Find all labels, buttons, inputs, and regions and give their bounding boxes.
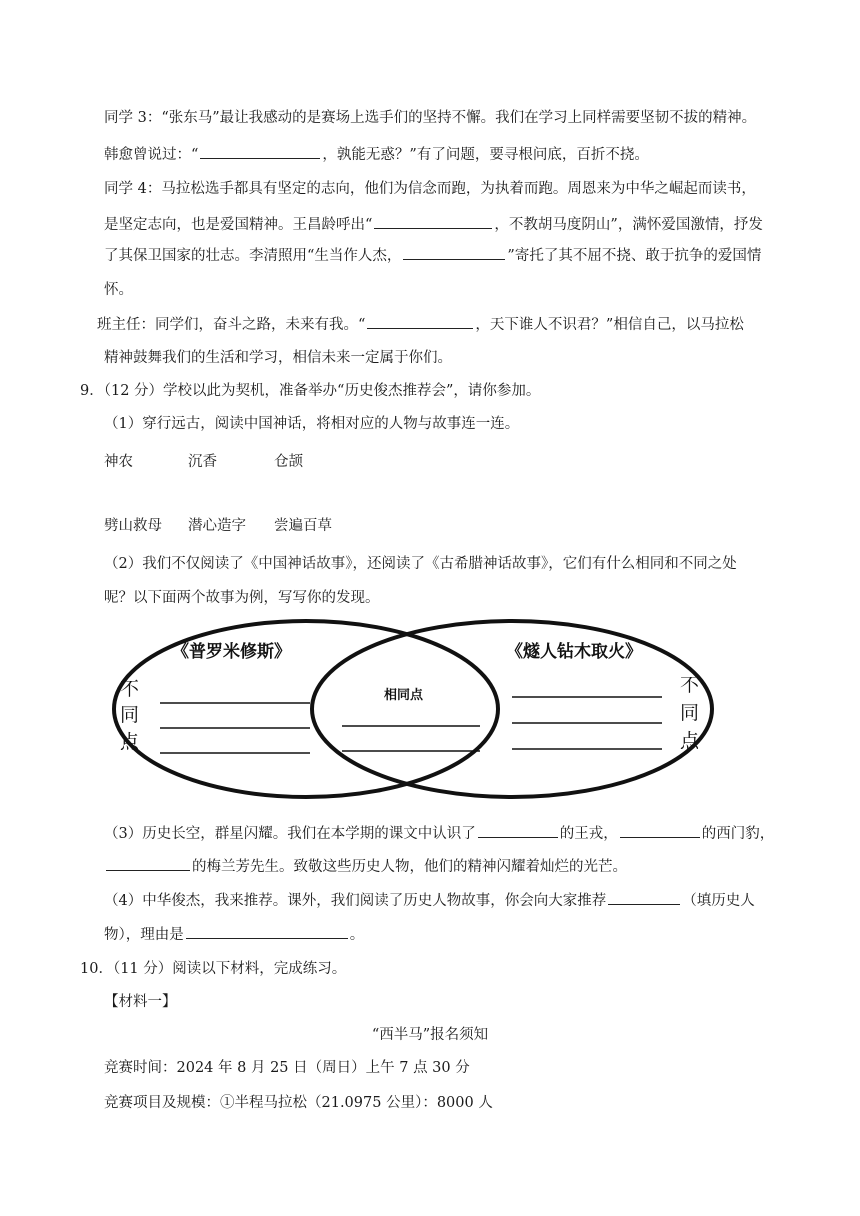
- paragraph-s4-line1: 同学 4：马拉松选手都具有坚定的志向，他们为信念而跑，为执着而跑。周恩来为中华之崛起而读书，: [104, 181, 756, 197]
- text-segment: ”寄托了其不屈不挠、敢于抗争的爱国情: [507, 248, 762, 264]
- paragraph-s3-line2: [104, 144, 649, 165]
- q9-sub2-line1: （2）我们不仅阅读了《中国神话故事》，还阅读了《古希腊神话故事》，它们有什么相同和不同之处: [104, 556, 737, 572]
- left-title: 《普罗米修斯》: [172, 642, 291, 662]
- paragraph-s4-line3: [104, 245, 761, 266]
- right-side-label-1: 不: [680, 674, 700, 696]
- text-segment: 的西门豹，: [701, 826, 775, 842]
- right-title: 《燧人钻木取火》: [506, 642, 642, 662]
- left-side-label-2: 同: [120, 704, 140, 726]
- text-segment: ，孰能无惑？”有了问题，要寻根问底，百折不挠。: [322, 147, 649, 163]
- fill-blank[interactable]: [106, 856, 190, 871]
- paragraph-s3-line1: 同学 3：“张东马”最让我感动的是赛场上选手们的坚持不懈。我们在学习上同样需要坚韧不拔的精神。: [104, 110, 757, 126]
- venn-diagram: [102, 615, 718, 801]
- story-item[interactable]: 潜心造字: [188, 518, 246, 534]
- fill-blank[interactable]: [608, 890, 680, 905]
- text-segment: 的王戎，: [559, 826, 618, 842]
- person-item[interactable]: 神农: [104, 454, 133, 470]
- paragraph-s4-line2: [104, 214, 763, 235]
- q9-sub3-line1: [104, 823, 774, 844]
- left-side-label-3: 点: [120, 731, 140, 753]
- q9-sub1: （1）穿行远古，阅读中国神话，将相对应的人物与故事连一连。: [104, 416, 520, 432]
- notice-title: “西半马”报名须知: [371, 1027, 489, 1043]
- notice-time: 竞赛时间：2024 年 8 月 25 日（周日）上午 7 点 30 分: [104, 1060, 470, 1076]
- text-segment: （4）中华俊杰，我来推荐。课外，我们阅读了历史人物故事，你会向大家推荐: [104, 893, 607, 909]
- fill-blank[interactable]: [403, 245, 505, 260]
- person-item[interactable]: 沉香: [188, 454, 217, 470]
- question-9-header: 9．（12 分）学校以此为契机，准备举办“历史俊杰推荐会”，请你参加。: [80, 383, 541, 399]
- text-segment: ，天下谁人不识君？”相信自己，以马拉松: [475, 317, 744, 333]
- paragraph-s4-line4: 怀。: [104, 282, 133, 298]
- material-label: 【材料一】: [104, 994, 177, 1010]
- text-segment: 的梅兰芳先生。致敬这些历史人物，他们的精神闪耀着灿烂的光芒。: [192, 859, 627, 875]
- story-item[interactable]: 尝遍百草: [274, 518, 332, 534]
- text-segment: （填历史人: [682, 893, 755, 909]
- text-segment: 班主任：同学们，奋斗之路，未来有我。“: [97, 317, 366, 333]
- stories-row: [104, 516, 332, 536]
- q9-sub2-line2: 呢？以下面两个故事为例，写写你的发现。: [104, 590, 380, 606]
- text-segment: 。: [349, 927, 365, 943]
- q9-sub4-line1: [104, 890, 755, 911]
- text-segment: 了其保卫国家的壮志。李清照用“生当作人杰，: [104, 248, 402, 264]
- right-side-label-3: 点: [680, 730, 700, 752]
- right-side-label-2: 同: [680, 702, 700, 724]
- person-item[interactable]: 仓颉: [274, 454, 303, 470]
- fill-blank[interactable]: [620, 823, 700, 838]
- text-segment: 韩愈曾说过：“: [104, 147, 199, 163]
- q9-sub4-line2: [104, 924, 364, 945]
- people-row: [104, 452, 303, 472]
- story-item[interactable]: 劈山救母: [104, 518, 162, 534]
- fill-blank[interactable]: [200, 144, 320, 159]
- text-segment: ，不教胡马度阴山”，满怀爱国激情，抒发: [494, 217, 763, 233]
- text-segment: 物），理由是: [104, 927, 184, 943]
- q9-sub3-line2: [104, 856, 627, 877]
- text-segment: （3）历史长空，群星闪耀。我们在本学期的课文中认识了: [104, 826, 476, 842]
- center-label: 相同点: [384, 688, 424, 703]
- left-side-label-1: 不: [120, 678, 140, 700]
- notice-items: 竞赛项目及规模：①半程马拉松（21.0975 公里）：8000 人: [104, 1095, 493, 1111]
- text-segment: 是坚定志向，也是爱国精神。王昌龄呼出“: [104, 217, 373, 233]
- paragraph-teacher-line2: 精神鼓舞我们的生活和学习，相信未来一定属于你们。: [104, 350, 452, 366]
- fill-blank[interactable]: [374, 214, 492, 229]
- fill-blank[interactable]: [367, 314, 473, 329]
- fill-blank[interactable]: [478, 823, 558, 838]
- question-10-header: 10．（11 分）阅读以下材料，完成练习。: [80, 961, 347, 977]
- paragraph-teacher-line1: [97, 314, 744, 335]
- fill-blank[interactable]: [186, 924, 348, 939]
